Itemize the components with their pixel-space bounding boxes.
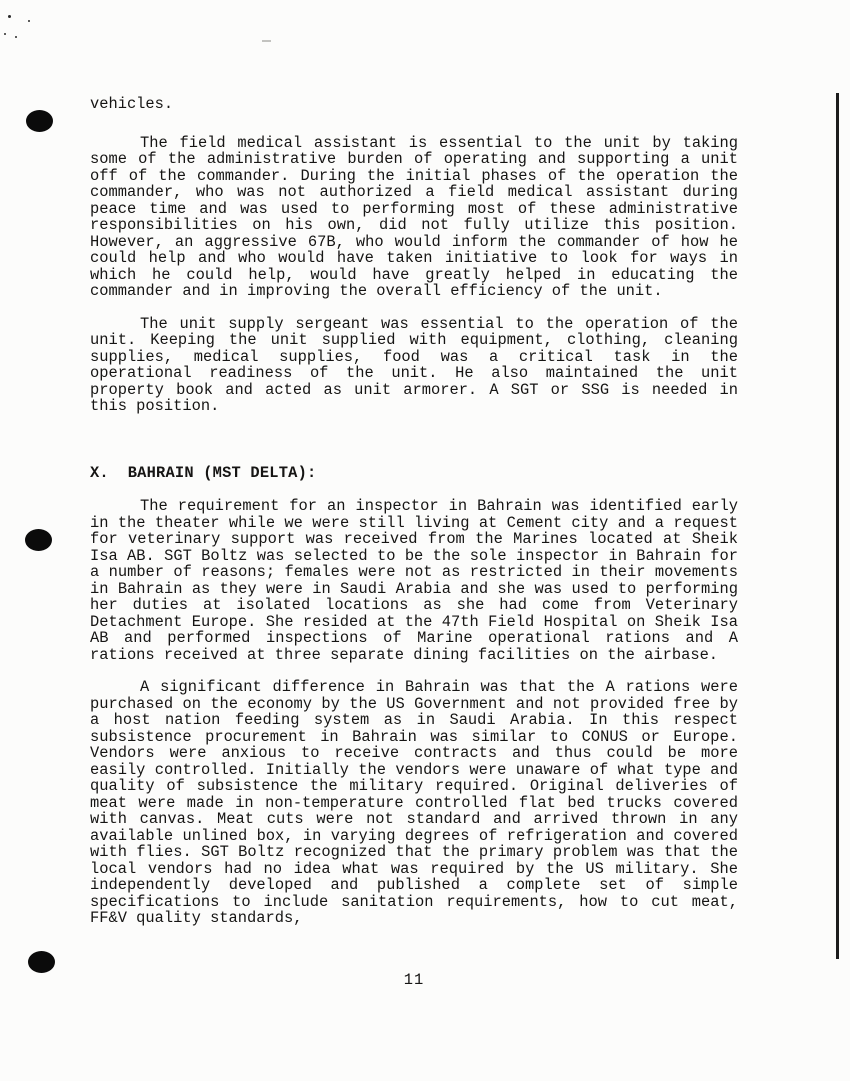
scan-speck <box>15 36 17 38</box>
paragraph-field-medical-assistant: The field medical assistant is essential to the unit by taking some of the administrative burden of operating and supporting a unit off of the commander. During the initial phases of the operation the commander, who was not authorized a field medical assistant during peace time and was used to performing most of these administrative responsibilities on his own, did not fully utilize this position. However, an aggressive 67B, who would inform the commander of how he could help and who would have taken initiative to look for ways in which he could help, would have greatly helped in educating the commander and in improving the overall efficiency of the unit. <box>90 133 738 300</box>
hole-punch-mark-middle <box>25 529 52 551</box>
scan-faint-mark <box>262 40 271 42</box>
scan-speck <box>28 20 30 22</box>
scan-speck <box>8 15 11 18</box>
scan-edge-line-artifact <box>836 93 839 959</box>
paragraph-bahrain-inspector: The requirement for an inspector in Bahrain was identified early in the theater while we were still living at Cement city and a request for veterinary support was received from the Marines located at Sheik Isa AB. SGT Boltz was selected to be the sole inspector in Bahrain for a number of reasons; females were not as restricted in their movements in Bahrain as they were in Saudi Arabia and she was used to performing her duties at isolated locations as she had come from Veterinary Detachment Europe. She resided at the 47th Field Hospital on Sheik Isa AB and performed inspections of Marine operational rations and A rations received at three separate dining facilities on the airbase. <box>90 497 738 664</box>
paragraph-bahrain-rations-procurement: A significant difference in Bahrain was that the A rations were purchased on the economy by the US Government and not provided free by a host nation feeding system as in Saudi Arabia. In this respect subsistence procurement in Bahrain was similar to CONUS or Europe. Vendors were anxious to receive contracts and thus could be more easily controlled. Initially the vendors were unaware of what type and quality of subsistence the military required. Original deliveries of meat were made in non-temperature controlled flat bed trucks covered with canvas. Meat cuts were not standard and arrived thrown in any available unlined box, in varying degrees of refrigeration and covered with flies. SGT Boltz recognized that the primary problem was that the local vendors had no idea what was required by the US military. She independently developed and published a complete set of simple specifications to include sanitation requirements, how to cut meat, FF&V quality standards, <box>90 678 738 927</box>
document-text-column <box>90 96 738 927</box>
scan-speck <box>4 33 6 35</box>
paragraph-unit-supply-sergeant: The unit supply sergeant was essential to the operation of the unit. Keeping the unit supplied with equipment, clothing, cleaning supplies, medical supplies, food was a critical task in the operational readiness of the unit. He also maintained the unit property book and acted as unit armorer. A SGT or SSG is needed in this position. <box>90 314 738 415</box>
continuation-line: vehicles. <box>90 95 174 113</box>
hole-punch-mark-top <box>26 110 53 132</box>
page-number: 11 <box>403 971 425 989</box>
section-heading-bahrain-mst-delta: X. BAHRAIN (MST DELTA): <box>90 463 317 482</box>
hole-punch-mark-bottom <box>28 951 55 973</box>
